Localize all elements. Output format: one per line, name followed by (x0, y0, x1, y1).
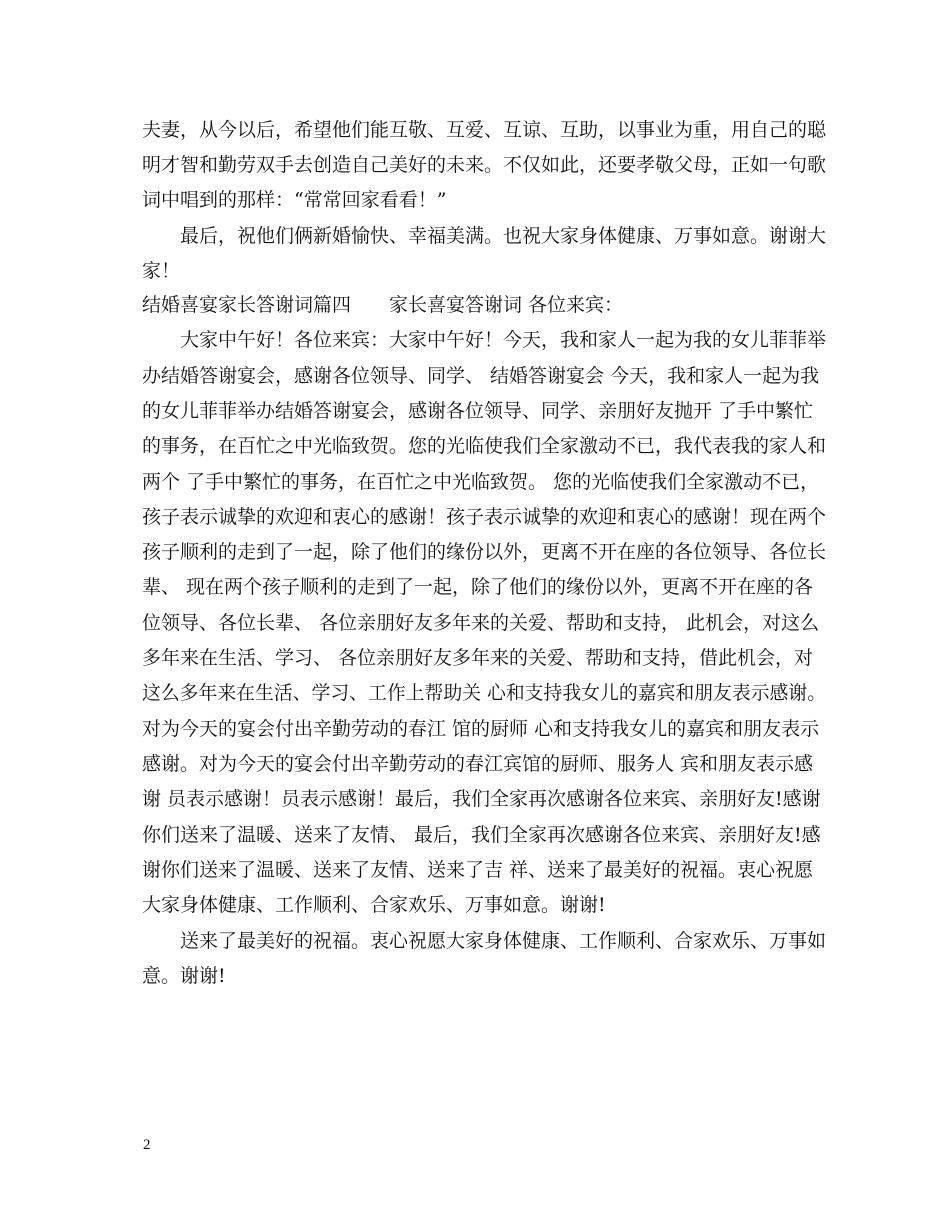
body-text-line: 词中唱到的那样：“常常回家看看！” (142, 189, 447, 211)
body-text-line: 感谢。对为今天的宴会付出辛勤劳动的春江宾馆的厨师、服务人 宾和朋友表示感 (142, 753, 814, 775)
body-text-line: 办结婚答谢宴会，感谢各位领导、同学、 结婚答谢宴会 今天，我和家人一起为我 (142, 365, 820, 387)
body-text-line: 的事务，在百忙之中光临致贺。您的光临使我们全家激动不已，我代表我的家人和 (142, 435, 827, 457)
body-text-line: 谢你们送来了温暖、送来了友情、送来了吉 祥、送来了最美好的祝福。衷心祝愿 (142, 859, 814, 881)
body-text-line: 你们送来了温暖、送来了友情、 最后，我们全家再次感谢各位来宾、亲朋好友!感 (142, 824, 821, 846)
body-text-line: 谢 员表示感谢！员表示感谢！最后，我们全家再次感谢各位来宾、亲朋好友!感谢 (142, 788, 821, 810)
body-text-line: 对为今天的宴会付出辛勤劳动的春江 馆的厨师 心和支持我女儿的嘉宾和朋友表示 (142, 718, 820, 740)
body-text-line: 最后，祝他们俩新婚愉快、幸福美满。也祝大家身体健康、万事如意。谢谢大 (142, 225, 827, 247)
body-text-line: 多年来在生活、学习、 各位亲朋好友多年来的关爱、帮助和支持，借此机会，对 (142, 647, 814, 669)
body-text-line: 孩子表示诚挚的欢迎和衷心的感谢！孩子表示诚挚的欢迎和衷心的感谢！现在两个 (142, 506, 827, 528)
section-heading-line: 结婚喜宴家长答谢词篇四 家长喜宴答谢词 各位来宾： (142, 294, 624, 316)
body-text-line: 的女儿菲菲举办结婚答谢宴会，感谢各位领导、同学、亲朋好友抛开 了手中繁忙 (142, 400, 814, 422)
body-text-line: 孩子顺利的走到了一起，除了他们的缘份以外，更离不开在座的各位领导、各位长 (142, 541, 827, 563)
body-text-line: 明才智和勤劳双手去创造自己美好的未来。不仅如此，还要孝敬父母，正如一句歌 (142, 154, 827, 176)
body-text-line: 大家身体健康、工作顺利、合家欢乐、万事如意。谢谢! (142, 894, 606, 916)
body-text-line: 夫妻，从今以后，希望他们能互敬、互爱、互谅、互助，以事业为重，用自己的聪 (142, 119, 827, 141)
body-text-line: 意。谢谢! (142, 965, 226, 987)
body-text-line: 两个 了手中繁忙的事务，在百忙之中光临致贺。 您的光临使我们全家激动不已， (142, 471, 820, 493)
body-text-line: 辈、 现在两个孩子顺利的走到了一起，除了他们的缘份以外，更离不开在座的各 (142, 576, 814, 598)
body-text-line: 这么多年来在生活、学习、工作上帮助关 心和支持我女儿的嘉宾和朋友表示感谢。 (142, 682, 827, 704)
body-text-line: 家！ (142, 260, 181, 282)
body-text-line: 大家中午好！各位来宾：大家中午好！今天，我和家人一起为我的女儿菲菲举 (142, 329, 827, 351)
body-text-line: 位领导、各位长辈、 各位亲朋好友多年来的关爱、帮助和支持， 此机会，对这么 (142, 612, 820, 634)
page-number: 2 (143, 1137, 151, 1153)
body-text-line: 送来了最美好的祝福。衷心祝愿大家身体健康、工作顺利、合家欢乐、万事如 (142, 930, 827, 952)
